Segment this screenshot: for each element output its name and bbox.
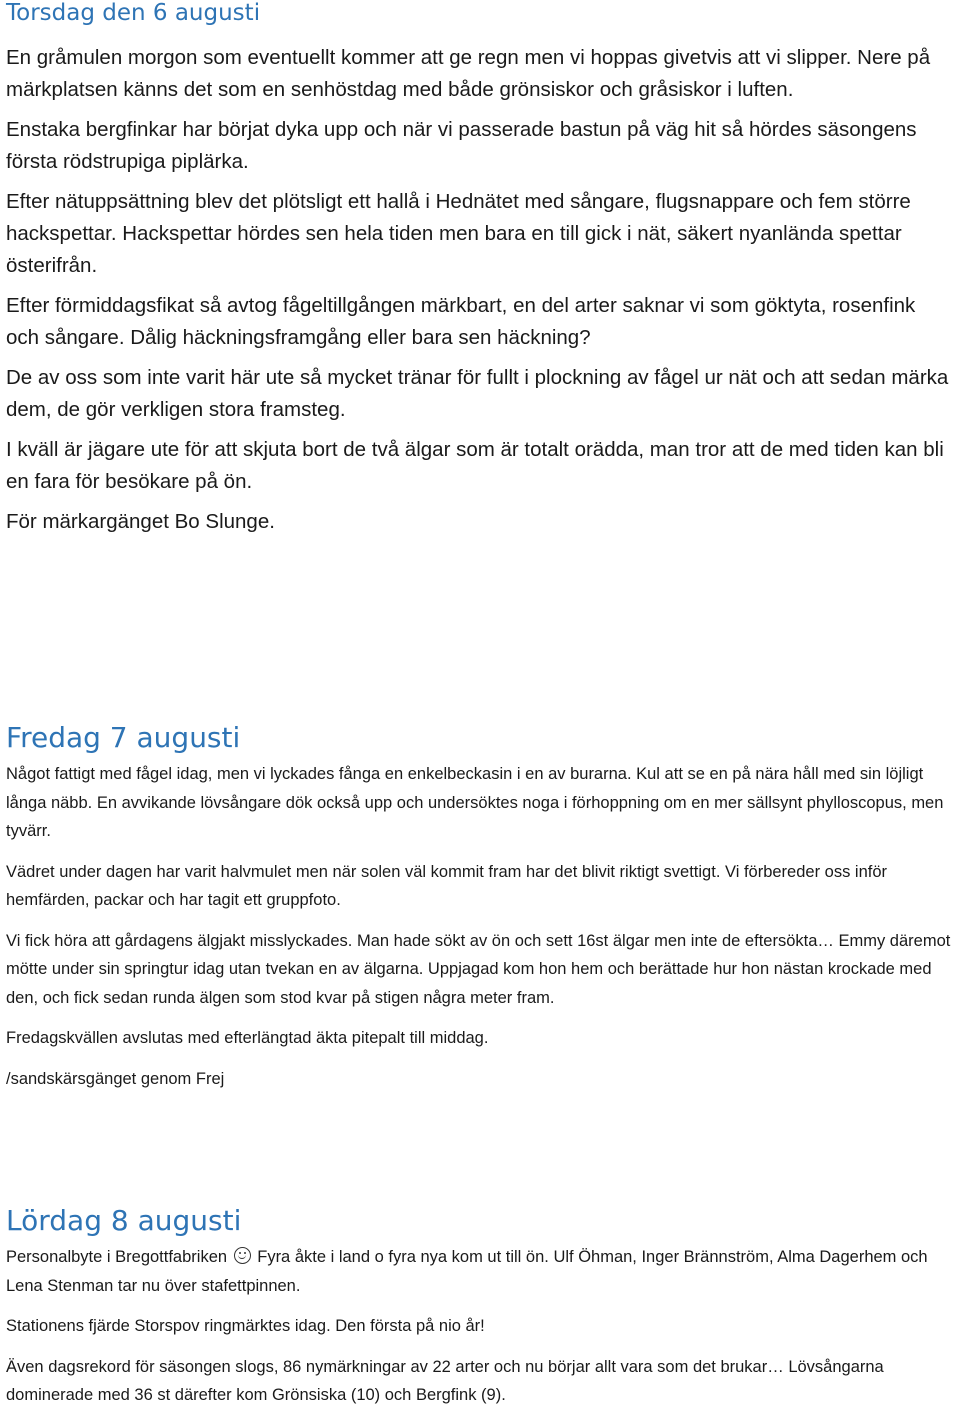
heading-lordag: Lördag 8 augusti [6, 1204, 242, 1237]
paragraph-torsdag-4: Efter förmiddagsfikat så avtog fågeltillgången märkbart, en del arter saknar vi som göktyta, rosenfink och sångare. Dålig häckningsframgång eller bara sen häckning? [6, 294, 916, 349]
paragraph-fredag-4: Fredagskvällen avslutas med efterlängtad äkta pitepalt till middag. [6, 1029, 489, 1047]
paragraph-lordag-1 [6, 1243, 954, 1300]
section-lordag [6, 1199, 954, 1410]
paragraph-torsdag-2: Enstaka bergfinkar har börjat dyka upp och när vi passerade bastun på väg hit så hördes säsongens första rödstrupiga piplärka. [6, 118, 917, 173]
paragraph-lordag-1-end: Fyra åkte i land o fyra nya kom ut till ön. Ulf Öhman, Inger Brännström, Alma Dagerhem och Lena Stenman tar nu över stafettpinnen. [6, 1248, 928, 1295]
smiley-face-icon [234, 1247, 251, 1264]
signature-fredag: /sandskärsgänget genom Frej [6, 1069, 225, 1088]
paragraph-fredag-3: Vi fick höra att gårdagens älgjakt misslyckades. Man hade sökt av ön och sett 16st älgar men inte de eftersökta… Emmy däremot mötte under sin springtur idag utan tvekan en av älgarna. Uppjagad kom hon hem och berättade hur hon nästan krockade med den, och fick sedan runda älgen som stod kvar på stigen några meter fram. [6, 931, 951, 1007]
section-fredag [6, 716, 954, 1093]
paragraph-torsdag-3: Efter nätuppsättning blev det plötsligt ett hallå i Hednätet med sångare, flugsnappare och fem större hackspettar. Hackspettar hördes sen hela tiden men bara en till gick i nät, säkert nyanlända spettar österifrån. [6, 190, 911, 277]
paragraph-fredag-2: Vädret under dagen har varit halvmulet men när solen väl kommit fram har det blivit riktigt svettigt. Vi förbereder oss inför hemfärden, packar och har tagit ett gruppfoto. [6, 862, 888, 909]
signature-torsdag: För märkargänget Bo Slunge. [6, 510, 275, 533]
paragraph-torsdag-6: I kväll är jägare ute för att skjuta bort de två älgar som är totalt orädda, man tror att de med tiden kan bli en fara för besökare på ön. [6, 438, 944, 493]
paragraph-torsdag-5: De av oss som inte varit här ute så mycket tränar för fullt i plockning av fågel ur nät och att sedan märka dem, de gör verkligen stora framsteg. [6, 366, 949, 421]
heading-fredag: Fredag 7 augusti [6, 721, 241, 754]
document-page [6, 0, 954, 1404]
paragraph-lordag-3: Även dagsrekord för säsongen slogs, 86 nymärkningar av 22 arter och nu börjar allt vara som det brukar… Lövsångarna dominerade med 36 st därefter kom Grönsiska (10) och Bergfink (9). [6, 1357, 884, 1404]
paragraph-fredag-1: Något fattigt med fågel idag, men vi lyckades fånga en enkelbeckasin i en av burarna. Kul att se en på nära håll med sin löjligt långa näbb. En avvikande lövsångare dök också upp och undersöktes noga i förhoppning om en mer sällsynt phylloscopus, men tyvärr. [6, 765, 944, 840]
paragraph-torsdag-1: En gråmulen morgon som eventuellt kommer att ge regn men vi hoppas givetvis att vi slipper. Nere på märkplatsen känns det som en senhöstdag med både grönsiskor och gråsiskor i luften. [6, 46, 931, 101]
heading-torsdag: Torsdag den 6 augusti [6, 0, 261, 26]
paragraph-lordag-2: Stationens fjärde Storspov ringmärktes idag. Den första på nio år! [6, 1317, 485, 1335]
section-torsdag [6, 0, 954, 538]
paragraph-lordag-1-start: Personalbyte i Bregottfabriken [6, 1248, 228, 1266]
